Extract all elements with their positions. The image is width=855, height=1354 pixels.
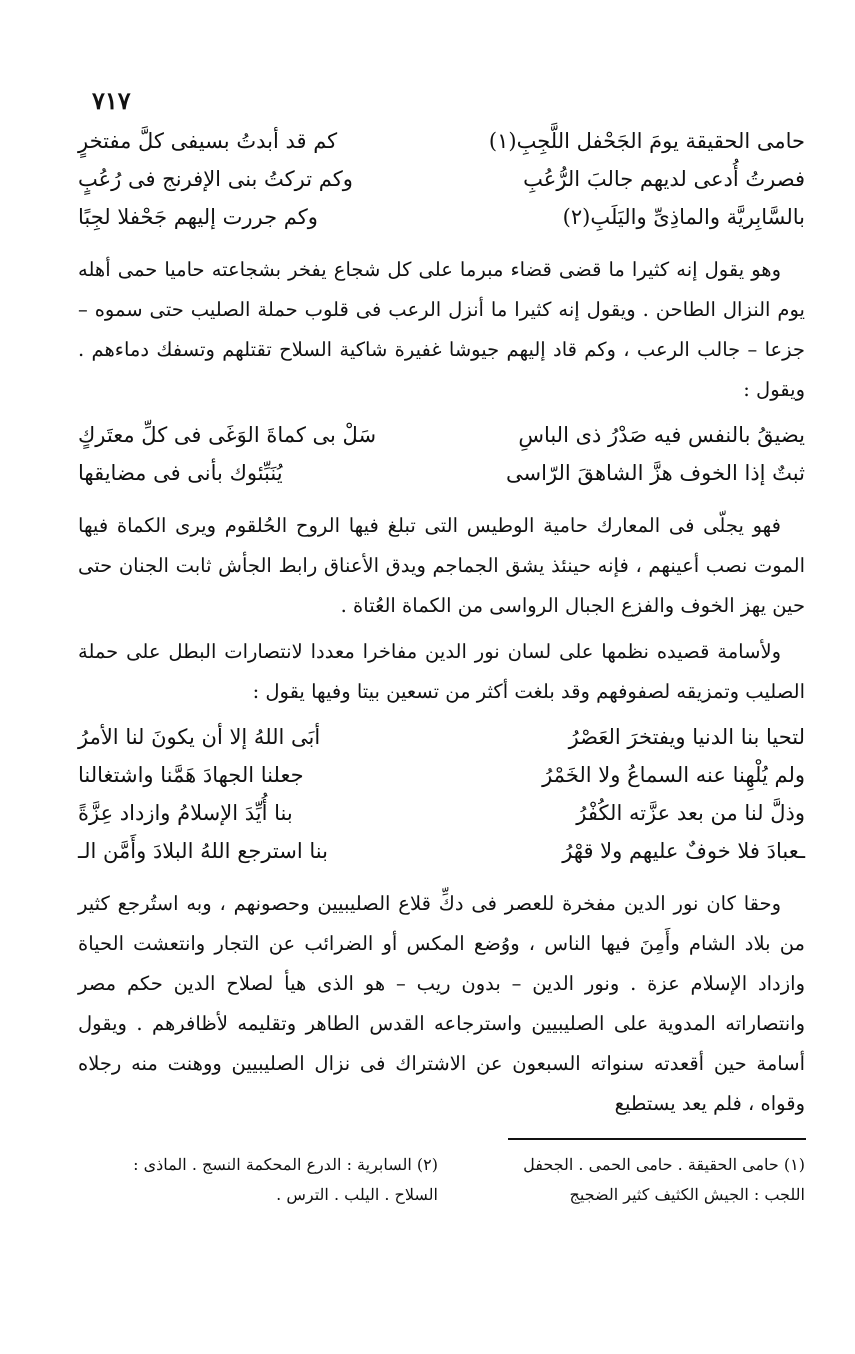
footnote-line: (٢) السابرية : الدرع المحكمة النسج . الماذى :	[133, 1155, 438, 1174]
footnote-line: (١) حامى الحقيقة . حامى الحمى . الجحفل	[523, 1155, 805, 1174]
verse-hemistich-second: كم قد أبدتُ بسيفى كلَّ مفتخرٍ	[78, 129, 338, 153]
page-body	[78, 118, 805, 1130]
verse-line	[78, 122, 805, 160]
verse-hemistich-second: بنا أُيِّدَ الإسلامُ وازداد عِزَّةً	[78, 801, 293, 825]
paragraph: ولأسامة قصيده نظمها على لسان نور الدين مفاخرا معددا لانتصارات البطل على حملة الصليب وتمزيقه لصفوفهم وقد بلغت أكثر من تسعين بيتا وفيها يقول :	[78, 640, 805, 703]
poem-3	[78, 718, 805, 870]
verse-hemistich-first: وذلَّ لنا من بعد عزَّته الكُفْرُ	[576, 801, 805, 825]
verse-line	[78, 454, 805, 492]
verse-hemistich-second: أبَى اللهُ إلا أن يكونَ لنا الأمرُ	[78, 725, 321, 749]
verse-hemistich-first: بالسَّابِريَّة والماذِىِّ واليَلَبِ(٢)	[562, 205, 805, 229]
poem-1	[78, 122, 805, 236]
footnote-line: اللجب : الجيش الكثيف كثير الضجيج	[569, 1185, 805, 1204]
paragraph: وهو يقول إنه كثيرا ما قضى قضاء مبرما على كل شجاع يفخر بشجاعته حاميا حمى أهله يوم النزال الطاحن . ويقول إنه كثيرا ما أنزل الرعب فى قلوب حملة الصليب حتى سموه – جزعا – جالب الرعب ، وكم قاد إليهم جيوشا غفيرة شاكية السلاح تقتلهم وتسفك دماءهم . ويقول :	[78, 258, 805, 401]
verse-line	[78, 718, 805, 756]
paragraph: فهو يجلّى فى المعارك حامية الوطيس التى تبلغ فيها الروح الحُلقوم ويرى الكماة فيها الموت نصب أعينهم ، فإنه حينئذ يشق الجماجم ويدق الأعناق رابط الجأش ثابت الجنان حتى حين يهز الخوف والفزع الجبال الرواسى من الكماة العُتاة .	[78, 514, 805, 617]
page-number: ٧١٧	[92, 86, 131, 115]
verse-hemistich-second: جعلنا الجهادَ هَمَّنا واشتغالنا	[78, 763, 304, 787]
poem-2	[78, 416, 805, 492]
footnote-1	[445, 1150, 805, 1210]
verse-line	[78, 416, 805, 454]
verse-line	[78, 832, 805, 870]
verse-hemistich-first: ـعبادَ فلا خوفٌ عليهم ولا قهْرُ	[562, 839, 805, 863]
verse-line	[78, 794, 805, 832]
verse-hemistich-first: لتحيا بنا الدنيا ويفتخرَ العَصْرُ	[568, 725, 805, 749]
verse-hemistich-first: ولم يُلْهِنا عنه السماعُ ولا الخَمْرُ	[542, 763, 805, 787]
verse-hemistich-second: وكم جررت إليهم جَحْفلا لجِبًا	[78, 205, 318, 229]
footnotes	[78, 1150, 805, 1210]
verse-line	[78, 160, 805, 198]
verse-hemistich-first: حامى الحقيقة يومَ الجَحْفل اللَّجِبِ(١)	[488, 129, 805, 153]
footnote-2	[78, 1150, 438, 1210]
footnote-divider	[508, 1138, 806, 1140]
footnote-line: السلاح . اليلب . الترس .	[276, 1185, 438, 1204]
verse-hemistich-second: وكم تركتُ بنى الإفرنج فى رُعُبٍ	[78, 167, 353, 191]
verse-hemistich-first: فصرتُ أُدعى لديهم جالبَ الرُّعُبِ	[523, 167, 805, 191]
verse-hemistich-second: سَلْ بى كماةَ الوَغَى فى كلِّ معتَركٍ	[78, 423, 377, 447]
paragraph: وحقا كان نور الدين مفخرة للعصر فى دكِّ قلاع الصليبيين وحصونهم ، وبه استُرجع كثير من بلاد الشام وأَمِنَ فيها الناس ، ووُضع المكس أو الضرائب عن التجار وانتعشت الحياة وازداد الإسلام عزة . ونور الدين – بدون ريب – هو الذى هيأ لصلاح الدين حكم مصر وانتصاراته المدوية على الصليبيين واسترجاعه القدس الطاهر وتقليمه لأظافرهم . ويقول أسامة حين أقعدته سنواته السبعون عن الاشتراك فى نزال الصليبيين ووهنت منه رجلاه وقواه ، فلم يعد يستطيع	[78, 892, 805, 1115]
verse-hemistich-first: يضيقُ بالنفس فيه صَدْرُ ذى الباسِ	[518, 423, 805, 447]
verse-hemistich-second: يُنَبِّئوك بأنى فى مضايقها	[78, 461, 283, 485]
verse-line	[78, 756, 805, 794]
verse-line	[78, 198, 805, 236]
verse-hemistich-second: بنا استرجع اللهُ البلادَ وأَمَّن الـ	[78, 839, 328, 863]
verse-hemistich-first: ثبتٌ إذا الخوف هزَّ الشاهقَ الرّاسى	[506, 461, 805, 485]
